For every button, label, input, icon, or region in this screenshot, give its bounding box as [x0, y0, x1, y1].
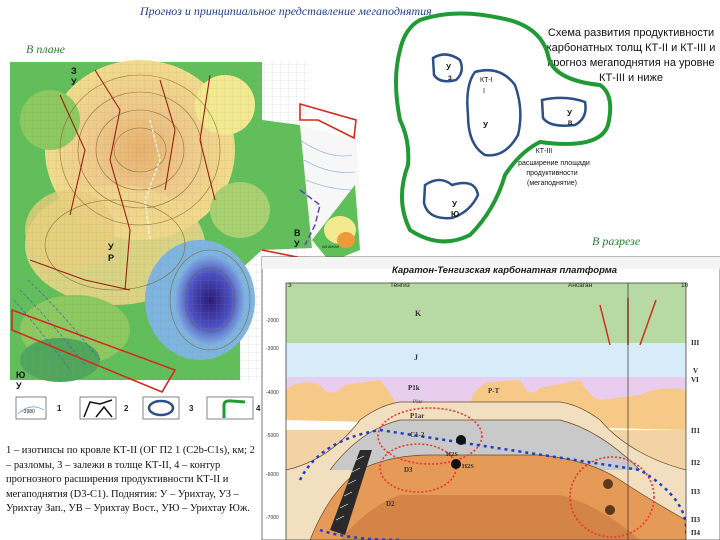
- svg-text:III: III: [691, 339, 700, 347]
- layer-label-p1ar-2: P1ar: [410, 412, 425, 420]
- well-tengiz: Тенгиз: [390, 282, 410, 289]
- layer-label-pt: P-T: [488, 387, 500, 395]
- scheme-kt3-text-3: (мегаподнятие): [527, 180, 577, 187]
- scheme-uyu-2: Ю: [451, 210, 460, 219]
- legend-isoline-box: [16, 397, 46, 419]
- legend-num-1: 1: [57, 404, 62, 413]
- map-label-uv-2: У: [294, 239, 300, 249]
- svg-text:VI: VI: [691, 376, 699, 384]
- svg-text:П2: П2: [691, 459, 700, 467]
- legend-isoline-value: -3980: [22, 409, 35, 415]
- svg-text:П1: П1: [691, 427, 700, 435]
- legend-num-2: 2: [124, 404, 129, 413]
- section-title: Каратон-Тенгизская карбонатная платформа: [392, 265, 618, 276]
- layer-label-j: J: [414, 353, 418, 362]
- scheme-uz-1: У: [446, 63, 451, 72]
- svg-text:-6000: -6000: [266, 472, 279, 478]
- svg-text:П3: П3: [691, 516, 700, 524]
- layer-label-p1k: P1k: [408, 384, 420, 392]
- svg-text:-4000: -4000: [266, 390, 279, 396]
- layer-label-c12: C1-2: [410, 431, 425, 439]
- layer-label-d3: D3: [404, 466, 413, 474]
- scheme-kt1-roman: I: [483, 88, 485, 95]
- scheme-u-center: У: [483, 121, 488, 130]
- svg-text:П3: П3: [691, 488, 700, 496]
- legend-num-4: 4: [256, 404, 261, 413]
- map-label-uyu-2: У: [16, 381, 22, 391]
- scheme-uyu-1: У: [452, 200, 457, 209]
- layer-label-p1ar: P1ar: [413, 400, 423, 405]
- map-label-uz-2: У: [71, 77, 77, 87]
- svg-text:-5000: -5000: [266, 433, 279, 439]
- h2s-label-1: H2S: [446, 451, 458, 458]
- svg-text:-2000: -2000: [266, 318, 279, 324]
- scheme-title: Схема развития продуктивности карбонатных толщ КТ-II и КТ-III и прогноз мегаподнятия на уровне КТ-III и ниже: [546, 27, 716, 84]
- layer-k: [286, 283, 686, 343]
- megauplift-outline: [396, 13, 610, 241]
- svg-text:-7000: -7000: [266, 515, 279, 521]
- cross-section: [262, 257, 720, 540]
- legend-symbols: [16, 397, 261, 419]
- scheme-kt3-text-2: продуктивности: [526, 170, 578, 177]
- section-left-marker: 3: [288, 282, 292, 289]
- productivity-scheme: [396, 13, 610, 241]
- scheme-uz-2: З: [448, 76, 452, 82]
- legend-description: 1 – изотипсы по кровле КТ-II (ОГ П2 1 (C2b-C1s), км; 2 – разломы, 3 – залежи в толще КТ-II, 4 – контур прогнозного расширения продуктивности КТ-II и мегаподнятия (D3-C1). Поднятия: У – Урихтау, УЗ – Урихтау Зап., УВ – Урихтау Вост., УЮ – Урихтау Юж.: [6, 445, 255, 514]
- page-title: Прогноз и принципиальное представление мегаподнятия: [140, 4, 432, 18]
- svg-text:П4: П4: [691, 529, 700, 537]
- layer-j: [286, 343, 686, 377]
- layer-label-d2: D2: [386, 500, 395, 508]
- legend-num-3: 3: [189, 404, 194, 413]
- plan-view-label: В плане: [26, 42, 65, 56]
- map-label-uyu-1: Ю: [16, 370, 26, 380]
- section-right-marker: 10: [681, 282, 689, 289]
- well-ansagan: Ансаган: [568, 282, 593, 289]
- deposit-u: [467, 70, 520, 155]
- map-label-u-1: У: [108, 242, 114, 252]
- h2s-label-2: H2S: [462, 463, 474, 470]
- map-label-uv-1: В: [294, 228, 301, 238]
- map-small-label: КАНАЖАН: [322, 245, 340, 249]
- section-view-label: В разрезе: [592, 234, 641, 248]
- map-label-u-2: Р: [108, 253, 115, 263]
- map-label-uz-1: З: [71, 66, 77, 76]
- scheme-uv-2: В: [568, 121, 573, 127]
- scheme-kt3-label: КТ-III: [535, 148, 553, 155]
- scheme-kt1-label: КТ-I: [480, 77, 493, 84]
- scheme-kt3-text-1: расширение площади: [518, 160, 590, 167]
- scheme-uv-1: У: [567, 109, 572, 118]
- svg-text:V: V: [693, 367, 699, 375]
- svg-text:-3000: -3000: [266, 346, 279, 352]
- deposit-uv: [542, 98, 586, 126]
- layer-label-k: K: [415, 309, 422, 318]
